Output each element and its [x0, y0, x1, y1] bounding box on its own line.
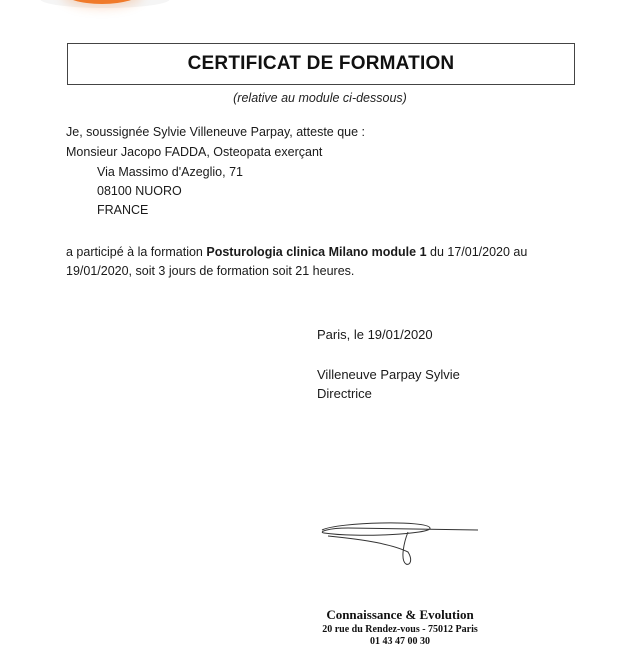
attestation-intro: Je, soussignée Sylvie Villeneuve Parpay, atteste que :: [66, 125, 366, 139]
company-address: 20 rue du Rendez-vous - 75012 Paris: [322, 624, 478, 635]
course-name: Posturologia clinica Milano module 1: [206, 245, 427, 259]
title-box: [67, 43, 575, 85]
signer-role: Directrice: [317, 386, 372, 401]
participation-suffix: du 17/01/2020 au: [426, 245, 528, 259]
signer-name: Villeneuve Parpay Sylvie: [317, 367, 460, 382]
company-phone: 01 43 47 00 30: [370, 636, 430, 647]
recipient-line: Monsieur Jacopo FADDA, Osteopata exerçant: [66, 145, 323, 159]
signature-icon: [318, 520, 483, 570]
address-city: 08100 NUORO: [97, 184, 182, 198]
participation-line-1: [66, 245, 527, 259]
address-country: FRANCE: [97, 203, 149, 217]
place-date: Paris, le 19/01/2020: [317, 327, 433, 342]
participation-prefix: a participé à la formation: [66, 245, 207, 259]
certificate-subtitle: (relative au module ci-dessous): [233, 91, 407, 105]
address-street: Via Massimo d'Azeglio, 71: [97, 165, 243, 179]
company-name: Connaissance & Evolution: [326, 607, 474, 622]
certificate-title: CERTIFICAT DE FORMATION: [187, 53, 455, 74]
participation-line-2: 19/01/2020, soit 3 jours de formation soit 21 heures.: [66, 264, 355, 278]
